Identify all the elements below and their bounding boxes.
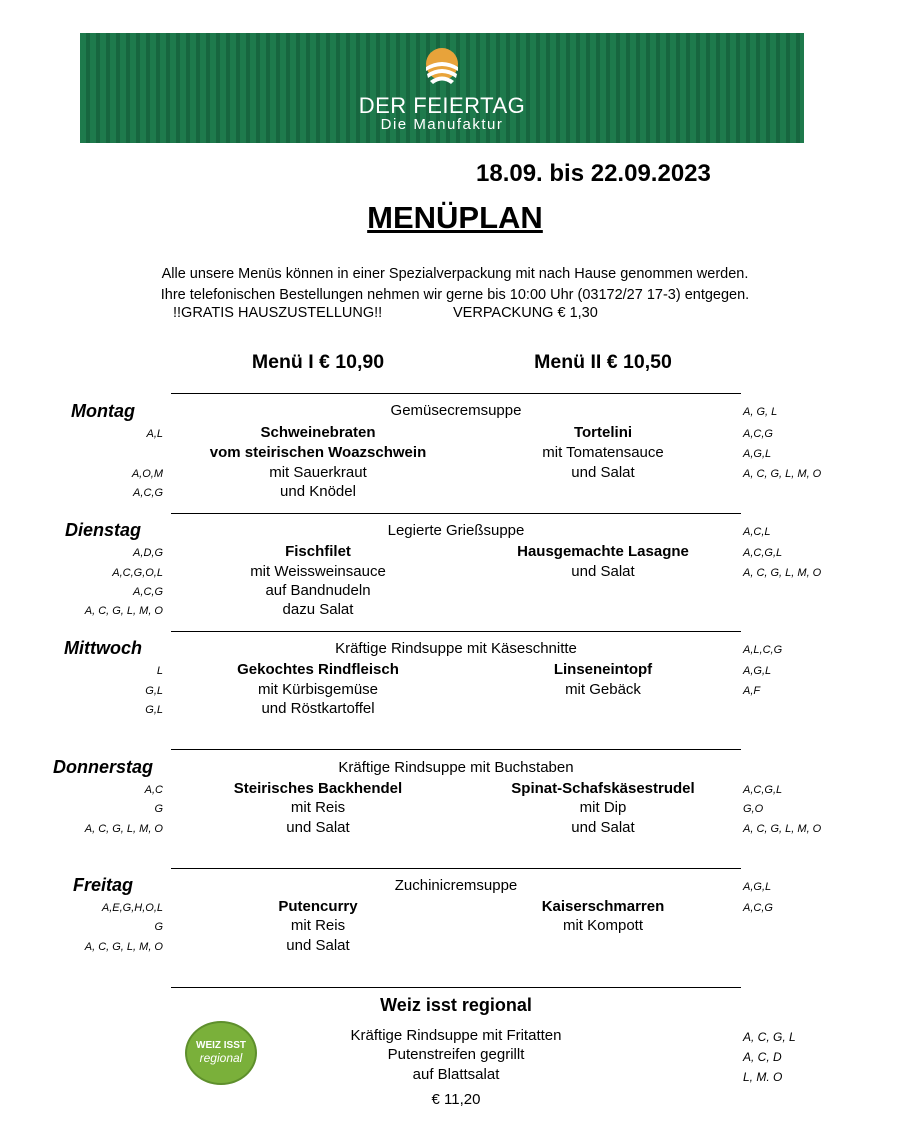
menu2-dish: und Salat — [571, 464, 635, 481]
menu1-dish: Steirisches Backhendel — [233, 780, 403, 797]
allergen-code: A,L,C,G — [743, 644, 783, 656]
allergen-code: A,C,G,L — [743, 547, 783, 559]
allergen-code: A,C,G — [743, 428, 773, 440]
allergen-code: A, C, G, L, M, O — [743, 567, 822, 579]
badge-line-2: regional — [199, 1051, 243, 1065]
badge-line-1: WEIZ ISST — [196, 1040, 246, 1051]
divider — [171, 749, 741, 750]
day-label-freitag: Freitag — [73, 875, 134, 895]
day-label-mittwoch: Mittwoch — [64, 638, 142, 658]
menu1-dish: Fischfilet — [285, 543, 351, 560]
menu2-heading: Menü II € 10,50 — [534, 351, 672, 373]
allergen-code: A, C, G, L, M, O — [743, 823, 822, 835]
regional-title: Weiz isst regional — [380, 995, 532, 1015]
allergen-code: A, C, D — [743, 1050, 782, 1064]
menu1-dish: und Salat — [286, 937, 350, 954]
allergen-code: A,C,G — [133, 586, 163, 598]
allergen-code: A,C,L — [743, 526, 771, 538]
menu2-dish: Spinat-Schafskäsestrudel — [511, 780, 695, 797]
menu2-dish: mit Dip — [579, 799, 627, 816]
allergen-code: A,C,G — [133, 487, 163, 499]
packaging-price: VERPACKUNG € 1,30 — [453, 305, 598, 321]
menu1-heading: Menü I € 10,90 — [251, 351, 385, 373]
regional-dish: Putenstreifen gegrillt — [387, 1046, 525, 1063]
menu2-dish: und Salat — [571, 563, 635, 580]
allergen-code: L, M. O — [743, 1070, 783, 1084]
menu1-dish: Gekochtes Rindfleisch — [237, 661, 399, 678]
regional-dish: Kräftige Rindsuppe mit Fritatten — [350, 1027, 562, 1044]
day-label-montag: Montag — [71, 401, 135, 421]
header-banner — [80, 33, 804, 143]
logo-icon — [425, 47, 459, 91]
menu1-dish: Putencurry — [278, 898, 358, 915]
menu1-dish: Schweinebraten — [260, 424, 376, 441]
allergen-code: A,C,G — [743, 902, 773, 914]
allergen-code: G — [154, 921, 163, 933]
allergen-code: A, C, G, L, M, O — [84, 823, 163, 835]
allergen-code: G,L — [145, 685, 163, 697]
allergen-code: L — [156, 665, 163, 677]
menu1-dish: auf Bandnudeln — [265, 582, 371, 599]
divider — [171, 868, 741, 869]
soup: Kräftige Rindsuppe mit Buchstaben — [338, 759, 574, 776]
divider — [171, 987, 741, 988]
menu1-dish: und Röstkartoffel — [261, 700, 375, 717]
menu1-dish: mit Reis — [290, 799, 346, 816]
allergen-code: A,C,G,O,L — [112, 567, 163, 579]
allergen-code: A, C, G, L, M, O — [84, 941, 163, 953]
info-line-1: Alle unsere Menüs können in einer Spezialverpackung mit nach Hause genommen werden. — [161, 266, 749, 282]
menu2-dish: Kaiserschmarren — [541, 898, 665, 915]
menu1-dish: und Knödel — [280, 483, 356, 500]
allergen-code: A, C, G, L, M, O — [84, 605, 163, 617]
day-label-dienstag: Dienstag — [65, 520, 142, 540]
menu2-dish: mit Kompott — [562, 917, 644, 934]
menu2-dish: Linseneintopf — [553, 661, 653, 678]
page-title: MENÜPLAN — [367, 200, 543, 235]
brand-subtitle: Die Manufaktur — [380, 116, 504, 133]
free-delivery-note: !!GRATIS HAUSZUSTELLUNG!! — [173, 305, 383, 321]
divider — [171, 513, 741, 514]
info-line-2: Ihre telefonischen Bestellungen nehmen wir gerne bis 10:00 Uhr (03172/27 17-3) entgegen. — [160, 287, 750, 303]
allergen-code: A, G, L — [743, 406, 778, 418]
soup: Gemüsecremsuppe — [390, 402, 522, 419]
menu1-dish: mit Sauerkraut — [269, 464, 367, 481]
menu1-dish: mit Kürbisgemüse — [257, 681, 379, 698]
divider — [171, 393, 741, 394]
allergen-code: A,C — [144, 784, 163, 796]
soup: Kräftige Rindsuppe mit Käseschnitte — [335, 640, 577, 657]
menu2-dish: und Salat — [571, 819, 635, 836]
menu1-dish: dazu Salat — [282, 601, 354, 618]
menu2-dish: Tortelini — [573, 424, 633, 441]
date-range: 18.09. bis 22.09.2023 — [476, 160, 711, 187]
allergen-code: A,E,G,H,O,L — [101, 902, 163, 914]
allergen-code: A, C, G, L — [743, 1030, 796, 1044]
allergen-code: G,O — [743, 803, 764, 815]
menu1-dish: mit Weissweinsauce — [250, 563, 386, 580]
allergen-code: A,L — [146, 428, 163, 440]
menu1-dish: vom steirischen Woazschwein — [209, 444, 427, 461]
day-label-donnerstag: Donnerstag — [53, 757, 154, 777]
soup: Zuchinicremsuppe — [394, 877, 518, 894]
regional-price: € 11,20 — [431, 1091, 481, 1108]
brand-name: DER FEIERTAG — [358, 93, 526, 118]
regional-dish: auf Blattsalat — [412, 1066, 500, 1083]
allergen-code: A,G,L — [743, 881, 772, 893]
allergen-code: A,C,G,L — [743, 784, 783, 796]
divider — [171, 631, 741, 632]
allergen-code: A,O,M — [131, 468, 163, 480]
allergen-code: A,F — [743, 685, 761, 697]
allergen-code: A, C, G, L, M, O — [743, 468, 822, 480]
allergen-code: A,G,L — [743, 448, 772, 460]
allergen-code: A,G,L — [743, 665, 772, 677]
menu1-dish: mit Reis — [290, 917, 346, 934]
regional-badge-icon — [185, 1021, 257, 1085]
allergen-code: A,D,G — [133, 547, 163, 559]
soup: Legierte Grießsuppe — [387, 522, 525, 539]
menu2-dish: Hausgemachte Lasagne — [517, 543, 689, 560]
menu2-dish: mit Tomatensauce — [542, 444, 664, 461]
menu1-dish: und Salat — [286, 819, 350, 836]
menu2-dish: mit Gebäck — [565, 681, 641, 698]
allergen-code: G — [154, 803, 163, 815]
allergen-code: G,L — [145, 704, 163, 716]
